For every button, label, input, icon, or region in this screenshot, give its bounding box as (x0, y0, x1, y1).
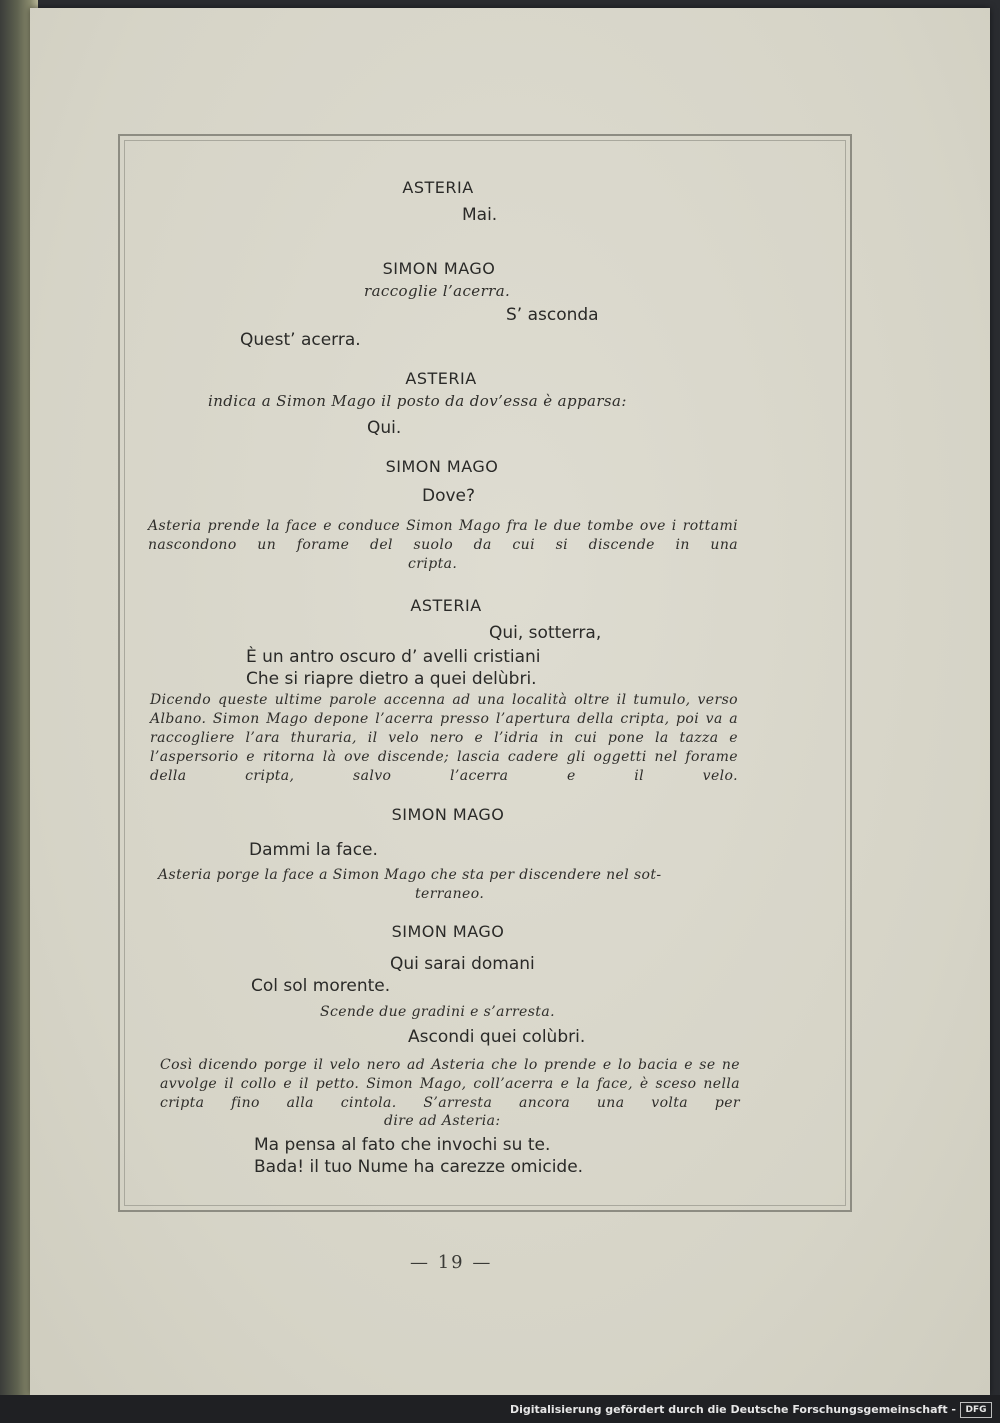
character-name: ASTERIA (410, 596, 482, 615)
verse-line: Bada! il tuo Nume ha carezze omicide. (254, 1157, 584, 1177)
character-name: ASTERIA (402, 178, 474, 197)
character-name: ASTERIA (405, 369, 477, 388)
verse-line: Qui, sotterra, (489, 623, 602, 643)
footer-credit-text: Digitalisierung gefördert durch die Deutsche Forschungsgemeinschaft - (509, 1403, 956, 1416)
verse-line: Che si riapre dietro a quei delùbri. (246, 669, 537, 689)
verse-line: Ascondi quei colùbri. (408, 1027, 586, 1047)
stage-direction-end: dire ad Asteria: (384, 1113, 501, 1129)
page-number: — 19 — (410, 1252, 493, 1273)
verse-line: Dammi la face. (249, 840, 378, 860)
verse-line: Mai. (462, 205, 498, 225)
verse-line: Col sol morente. (251, 976, 391, 996)
stage-direction: Asteria prende la face e conduce Simon Mago fra le due tombe ove i rottami nascondono un forame del suolo da cui si discende in una (148, 518, 738, 553)
verse-line: Qui sarai domani (390, 954, 535, 974)
verse-line: Quest’ acerra. (240, 330, 361, 350)
stage-direction: indica a Simon Mago il posto da dov’essa è apparsa: (208, 392, 627, 410)
stage-direction: Asteria porge la face a Simon Mago che sta per discendere nel sot- (158, 867, 662, 883)
verse-line: S’ asconda (506, 305, 599, 325)
dfg-logo-icon: DFG (960, 1402, 992, 1418)
stage-direction: raccoglie l’acerra. (364, 282, 511, 300)
verse-line: Dove? (422, 486, 476, 506)
character-name: SIMON MAGO (385, 457, 499, 476)
stage-direction: Dicendo queste ultime parole accenna ad una località oltre il tumulo, verso Albano. Simon Mago depone l’acerra presso l’apertura della cripta, poi va a raccogliere l’ara thuraria, il velo nero e l’idria in cui pone la tazza e l’aspersorio e ritorna là ove discende; lascia cadere gli oggetti nel forame della cripta, salvo l’acerra e il velo. (150, 692, 738, 784)
stage-direction: Scende due gradini e s’arresta. (320, 1004, 555, 1020)
verse-line: Ma pensa al fato che invochi su te. (254, 1135, 551, 1155)
character-name: SIMON MAGO (391, 805, 505, 824)
stage-direction-end: cripta. (408, 556, 458, 572)
character-name: SIMON MAGO (382, 259, 496, 278)
character-name: SIMON MAGO (391, 922, 505, 941)
digitization-footer (0, 1395, 1000, 1423)
stage-direction: Così dicendo porge il velo nero ad Asteria che lo prende e lo bacia e se ne avvolge il collo e il petto. Simon Mago, coll’acerra e la face, è sceso nella cripta fino alla cintola. S’arresta ancora una volta per (160, 1057, 740, 1111)
stage-direction-end: terraneo. (415, 886, 485, 902)
verse-line: Qui. (367, 418, 402, 438)
verse-line: È un antro oscuro d’ avelli cristiani (246, 647, 541, 667)
